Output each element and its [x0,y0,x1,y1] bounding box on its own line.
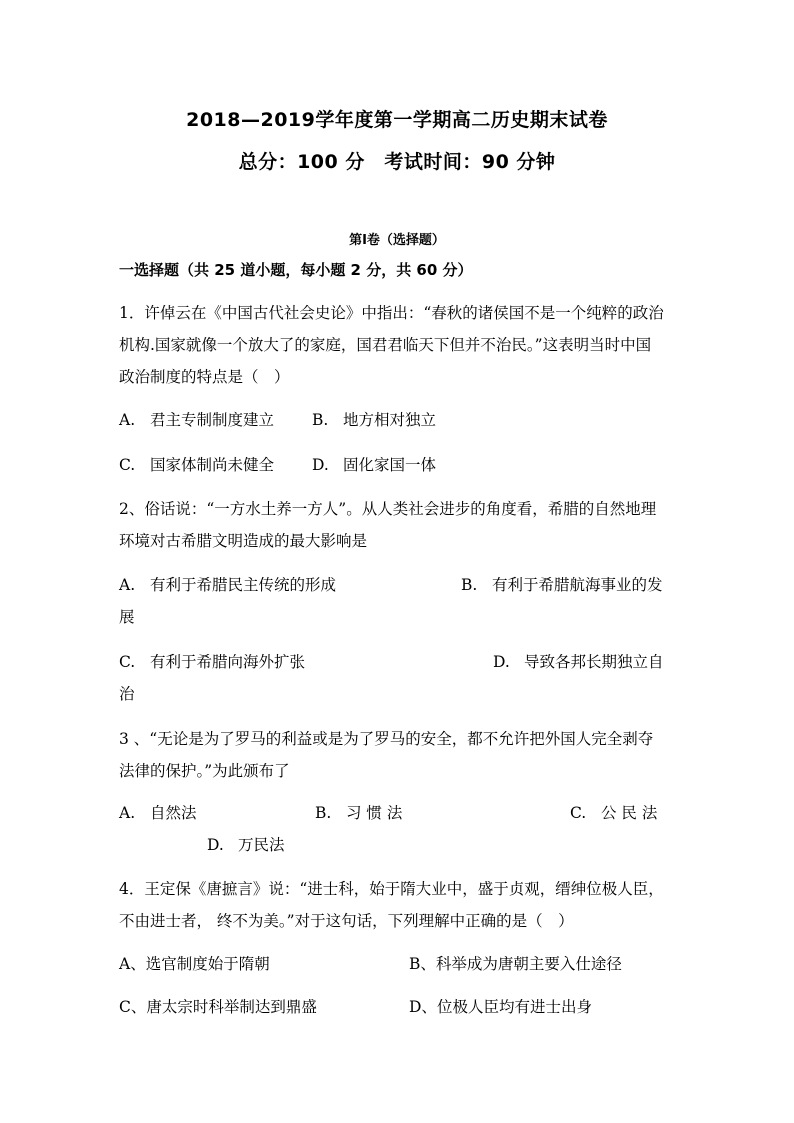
question-3-option-a[interactable] [119,801,197,823]
question-2-option-a[interactable] [119,573,336,595]
option-letter: A. [119,576,136,594]
option-text: 公 民 法 [601,804,658,822]
option-text: 地方相对独立 [343,411,437,429]
question-3-option-c[interactable] [570,801,657,823]
option-text: 有利于希腊航海事业的发 [492,576,663,594]
option-letter: A. [119,411,136,429]
option-text: 固化家国一体 [343,456,437,474]
option-text: 万民法 [238,836,285,854]
option-letter: B. [461,576,478,594]
question-1-line-1: 1．许倬云在《中国古代社会史论》中指出：“春秋的诸侯国不是一个纯粹的政治 [119,304,664,322]
option-letter: B、 [409,955,436,973]
question-2-line-2: 环境对古希腊文明造成的最大影响是 [119,532,368,550]
question-1-option-a[interactable] [119,408,274,430]
question-1-option-d[interactable] [312,453,436,475]
option-text: 君主专制制度建立 [150,411,275,429]
option-letter: B. [315,804,332,822]
question-4-line-1: 4．王定保《唐摭言》说：“进士科，始于隋大业中，盛于贞观，缙绅位极人臣， [119,880,664,898]
option-letter: D. [207,836,224,854]
question-2-option-d-continuation: 治 [119,685,135,703]
question-4-option-a[interactable] [119,952,270,974]
option-letter: D. [312,456,329,474]
question-4-option-b[interactable] [409,952,622,974]
question-4-option-c[interactable] [119,995,317,1017]
exam-subtitle: 总分：100 分 考试时间：90 分钟 [238,151,556,173]
question-1-option-b[interactable] [312,408,436,430]
option-letter: C. [119,456,136,474]
option-letter: C. [119,653,136,671]
option-text: 自然法 [150,804,197,822]
question-1-line-3: 政治制度的特点是（ ） [119,368,290,386]
option-text: 科举成为唐朝主要入仕途径 [435,955,622,973]
option-letter: C、 [119,998,147,1016]
option-text: 选官制度始于隋朝 [145,955,270,973]
option-letter: A、 [119,955,146,973]
option-letter: D、 [409,998,437,1016]
question-2-line-1: 2、俗话说：“一方水土养一方人”。从人类社会进步的角度看，希腊的自然地理 [119,500,657,518]
option-letter: C. [570,804,587,822]
question-3-option-d[interactable] [207,833,285,855]
part-title: 一选择题（共 25 道小题，每小题 2 分，共 60 分） [119,261,473,279]
option-text: 国家体制尚未健全 [150,456,275,474]
question-1-option-c[interactable] [119,453,274,475]
option-text: 习 惯 法 [346,804,403,822]
question-2-option-d[interactable] [493,650,664,672]
option-letter: B. [312,411,329,429]
question-2-option-b-continuation: 展 [119,608,135,626]
exam-title: 2018—2019学年度第一学期高二历史期末试卷 [186,109,608,131]
question-4-option-d[interactable] [409,995,592,1017]
question-4-line-2: 不由进士者， 终不为美。”对于这句话，下列理解中正确的是（ ） [119,912,574,930]
question-2-option-b[interactable] [461,573,663,595]
option-text: 位极人臣均有进士出身 [436,998,592,1016]
question-3-line-1: 3 、“无论是为了罗马的利益或是为了罗马的安全，都不允许把外国人完全剥夺 [119,730,654,748]
option-letter: D. [493,653,510,671]
question-2-option-c[interactable] [119,650,305,672]
option-text: 唐太宗时科举制达到鼎盛 [146,998,317,1016]
option-text: 有利于希腊向海外扩张 [150,653,306,671]
section-title: 第Ⅰ卷（选择题） [349,233,445,248]
option-text: 导致各邦长期独立自 [524,653,664,671]
question-1-line-2: 机构.国家就像一个放大了的家庭，国君君临天下但并不治民。”这表明当时中国 [119,336,652,354]
question-3-line-2: 法律的保护。”为此颁布了 [119,762,290,780]
option-text: 有利于希腊民主传统的形成 [150,576,337,594]
option-letter: A. [119,804,136,822]
question-3-option-b[interactable] [315,801,402,823]
